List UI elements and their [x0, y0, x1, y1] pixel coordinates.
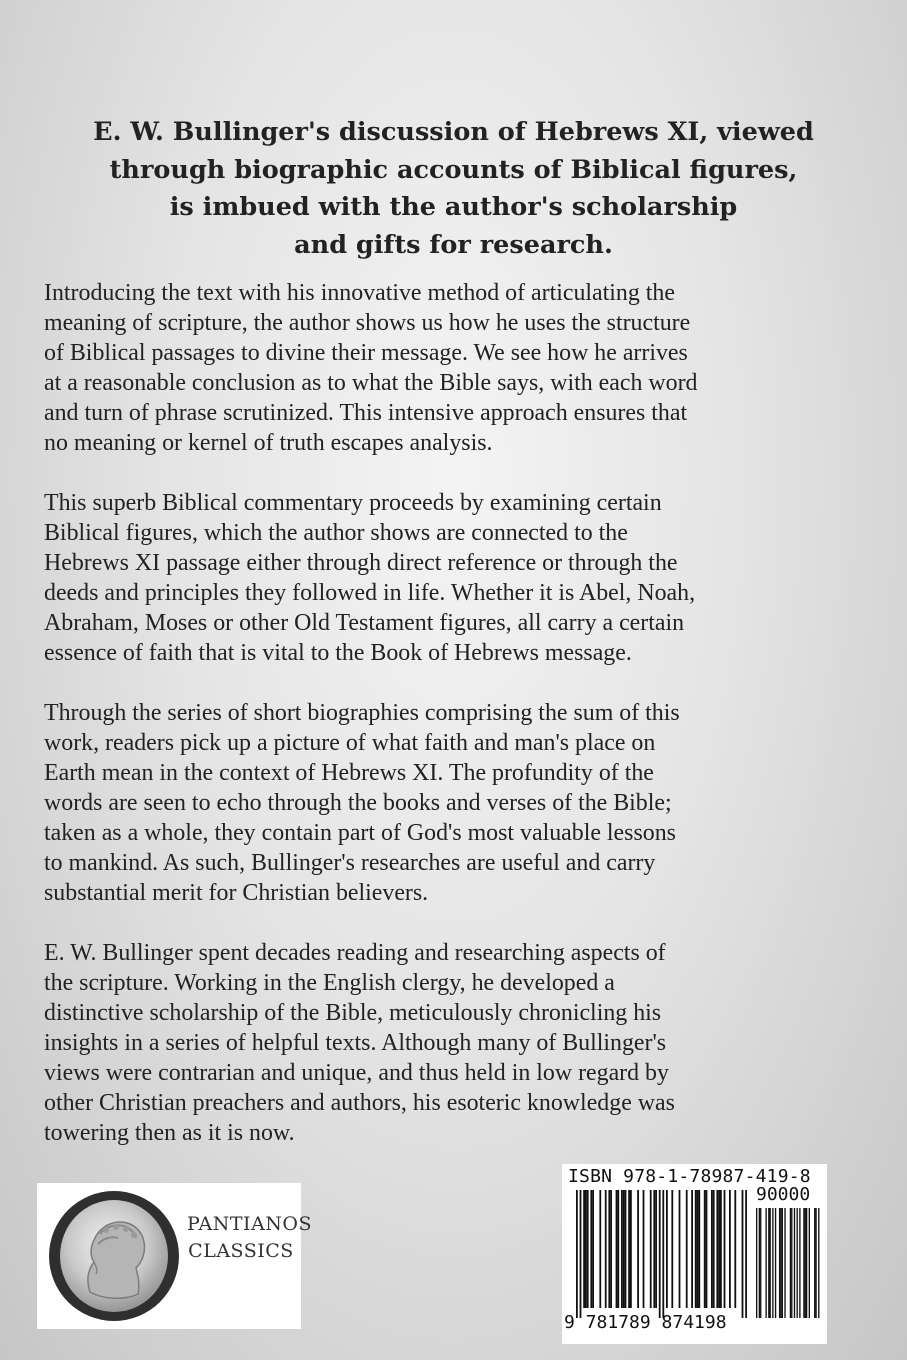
barcode-bar [797, 1208, 798, 1318]
text-line: essence of faith that is vital to the Book of Hebrews message. [44, 640, 632, 666]
portrait-profile-shape [60, 1200, 168, 1312]
publisher-logo [37, 1183, 313, 1329]
price-code: 90000 [756, 1184, 811, 1205]
text-line: no meaning or kernel of truth escapes analysis. [44, 430, 493, 456]
text-line: Introducing the text with his innovative method of articulating the [44, 280, 675, 306]
text-line: other Christian preachers and authors, his esoteric knowledge was [44, 1090, 675, 1116]
text-line: to mankind. As such, Bullinger's researches are useful and carry [44, 850, 656, 876]
barcode-bar [711, 1190, 713, 1308]
barcode-bar [679, 1190, 681, 1308]
barcode-bar [775, 1208, 776, 1318]
barcode-bar [617, 1190, 619, 1308]
text-line: Biblical figures, which the author shows are connected to the [44, 520, 628, 546]
text-line: views were contrarian and unique, and thus held in low regard by [44, 1060, 669, 1086]
barcode-bar [760, 1208, 761, 1318]
barcode-bar [662, 1190, 664, 1318]
text-line: towering then as it is now. [44, 1120, 295, 1146]
barcode-bar [756, 1208, 757, 1318]
blurb-paragraph-1 [44, 278, 874, 458]
barcode-bar [791, 1208, 792, 1318]
text-line: Hebrews XI passage either through direct reference or through the [44, 550, 678, 576]
barcode-bar [621, 1190, 623, 1308]
barcode-bar [724, 1190, 726, 1308]
barcode-bar [659, 1190, 661, 1318]
barcode-bar [587, 1190, 589, 1308]
text-line: distinctive scholarship of the Bible, meticulously chronicling his [44, 1000, 662, 1026]
barcode-bar [655, 1190, 657, 1308]
blurb-body [44, 278, 874, 1178]
blurb-paragraph-4 [44, 938, 874, 1148]
barcode-bar [799, 1208, 800, 1318]
text-line: deeds and principles they followed in life. Whether it is Abel, Noah, [44, 580, 696, 606]
ean-digits: 9 781789 874198 [564, 1312, 727, 1333]
headline [40, 114, 867, 264]
barcode-bar [782, 1208, 783, 1318]
headline-line: E. W. Bullinger's discussion of Hebrews XI, viewed [93, 117, 814, 147]
barcode-bar [583, 1190, 585, 1308]
barcode-bar [768, 1208, 769, 1318]
barcode-bar [718, 1190, 720, 1308]
barcode-bar [809, 1208, 810, 1318]
barcode-bar [805, 1208, 806, 1318]
headline-line: is imbued with the author's scholarship [169, 192, 738, 222]
barcode-bar [580, 1190, 582, 1318]
text-line: words are seen to echo through the books and verses of the Bible; [44, 790, 672, 816]
barcode-bar [742, 1190, 744, 1318]
blurb-paragraph-2 [44, 488, 874, 668]
barcode-bar [794, 1208, 795, 1318]
barcode-bar [671, 1190, 673, 1308]
barcode-bar [666, 1190, 668, 1308]
blurb-paragraph-3 [44, 698, 874, 908]
barcode-bar [716, 1190, 718, 1308]
barcode-bar [653, 1190, 655, 1308]
barcode-bar [643, 1190, 645, 1308]
barcode-bar [815, 1208, 816, 1318]
text-line: Through the series of short biographies comprising the sum of this [44, 700, 680, 726]
barcode-bar [697, 1190, 699, 1308]
text-line: insights in a series of helpful texts. Although many of Bullinger's [44, 1030, 667, 1056]
text-line: of Biblical passages to divine their message. We see how he arrives [44, 340, 688, 366]
barcode-bar [814, 1208, 815, 1318]
publisher-name-line1: PANTIANOS [187, 1213, 313, 1235]
text-line: at a reasonable conclusion as to what the Bible says, with each word [44, 370, 698, 396]
barcode-bar [720, 1190, 722, 1308]
text-line: This superb Biblical commentary proceeds by examining certain [44, 490, 662, 516]
barcode-bar [803, 1208, 804, 1318]
barcode-bar [650, 1190, 652, 1308]
coin-portrait-icon [49, 1191, 179, 1321]
barcode-bar [576, 1190, 578, 1318]
text-line: Earth mean in the context of Hebrews XI. The profundity of the [44, 760, 654, 786]
barcode-bar [706, 1190, 708, 1308]
barcode-bar [779, 1208, 780, 1318]
text-line: Abraham, Moses or other Old Testament figures, all carry a certain [44, 610, 685, 636]
headline-line: through biographic accounts of Biblical figures, [109, 154, 798, 185]
barcode-bar [704, 1190, 706, 1308]
isbn-barcode [562, 1164, 827, 1344]
barcode-bar [806, 1208, 807, 1318]
barcode-bar [623, 1190, 625, 1308]
barcode-bar [695, 1190, 697, 1308]
barcode-bar [765, 1208, 766, 1318]
barcode-bar [729, 1190, 731, 1308]
barcode-bar [599, 1190, 601, 1308]
barcode-bar [780, 1208, 781, 1318]
text-line: and turn of phrase scrutinized. This intensive approach ensures that [44, 400, 688, 426]
barcode-bar [590, 1190, 592, 1308]
isbn-label: ISBN 978-1-78987-419-8 [568, 1166, 811, 1187]
text-line: the scripture. Working in the English clergy, he developed a [44, 970, 615, 996]
barcode-bar [592, 1190, 594, 1308]
headline-line: and gifts for research. [294, 229, 613, 260]
barcode-bar [616, 1190, 618, 1308]
text-line: meaning of scripture, the author shows us how he uses the structure [44, 310, 691, 336]
barcode-bar [770, 1208, 771, 1318]
barcode-bar [585, 1190, 587, 1308]
barcode-bar [784, 1208, 785, 1318]
barcode-bar [637, 1190, 639, 1308]
text-line: taken as a whole, they contain part of God's most valuable lessons [44, 820, 676, 846]
barcode-bar [625, 1190, 627, 1308]
barcode-bar [686, 1190, 688, 1308]
barcode-bar [605, 1190, 607, 1308]
barcode-bar [698, 1190, 700, 1308]
barcode-bar [610, 1190, 612, 1308]
barcode-bar [734, 1190, 736, 1308]
barcode-bar [691, 1190, 693, 1308]
barcode-bar [790, 1208, 791, 1318]
barcode-bar [759, 1208, 760, 1318]
barcode-bar [745, 1190, 747, 1318]
barcode-bar [772, 1208, 773, 1318]
publisher-name-line2: CLASSICS [188, 1240, 294, 1262]
barcode-bar [608, 1190, 610, 1308]
barcode-bar [630, 1190, 632, 1308]
barcode-bar [818, 1208, 819, 1318]
text-line: E. W. Bullinger spent decades reading and researching aspects of [44, 940, 666, 966]
barcode-bar [713, 1190, 715, 1308]
text-line: substantial merit for Christian believers. [44, 880, 429, 906]
barcode-bar [628, 1190, 630, 1308]
text-line: work, readers pick up a picture of what faith and man's place on [44, 730, 656, 756]
